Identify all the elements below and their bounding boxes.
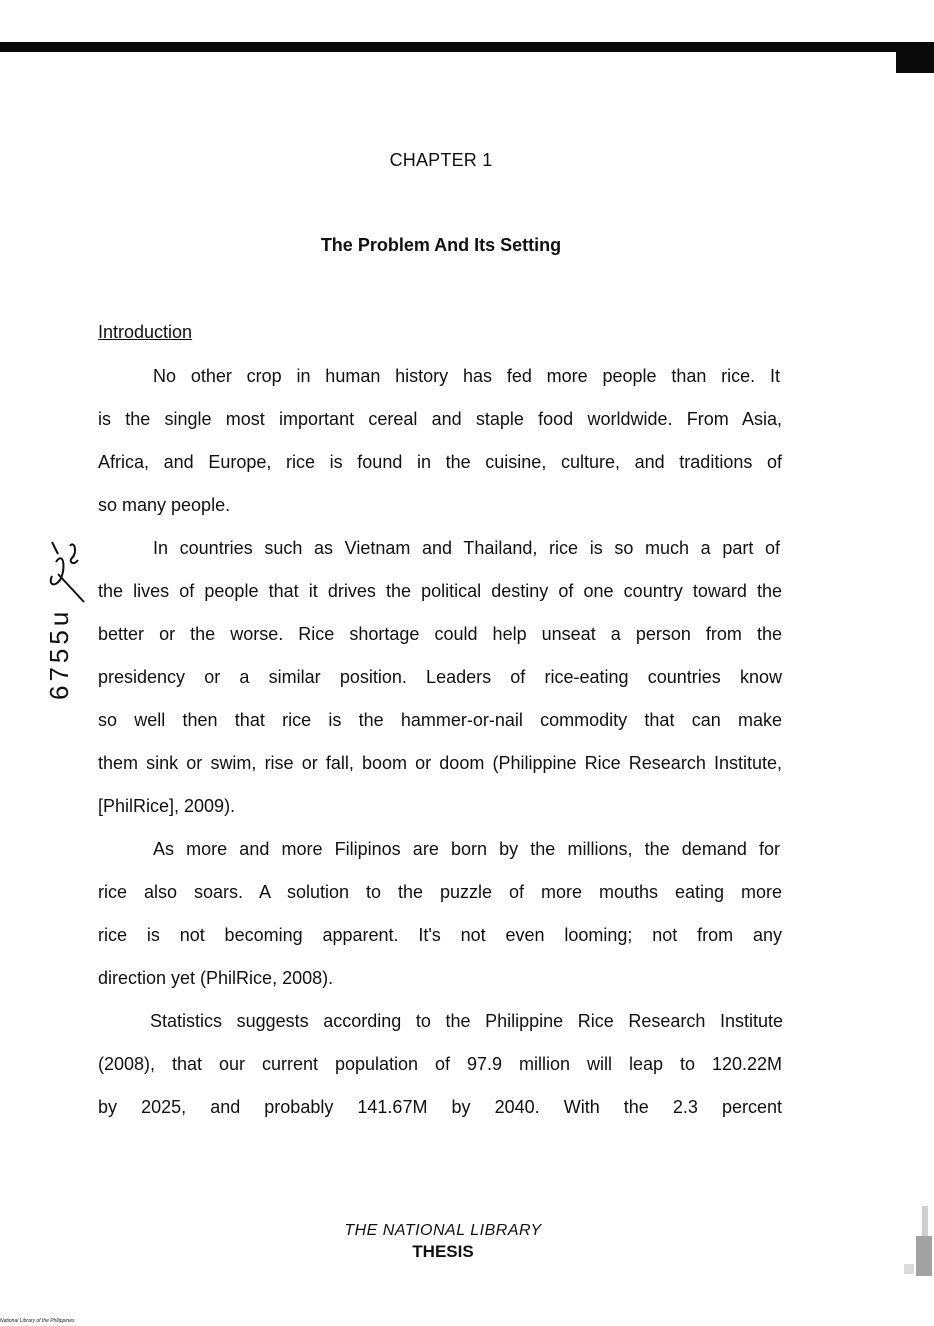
body-line: rice also soars. A solution to the puzzle of more mouths eating more (98, 882, 782, 902)
body-line: (2008), that our current population of 97.9 million will leap to 120.22M (98, 1054, 782, 1074)
chapter-title: The Problem And Its Setting (320, 235, 562, 255)
body-line: better or the worse. Rice shortage could help unseat a person from the (98, 624, 782, 644)
body-line: No other crop in human history has fed more people than rice. It (153, 366, 780, 386)
body-line: presidency or a similar position. Leaders of rice-eating countries know (98, 667, 782, 687)
body-line: In countries such as Vietnam and Thailand, rice is so much a part of (153, 538, 780, 558)
library-stamp (0, 1222, 910, 1262)
section-heading-introduction: Introduction (98, 322, 193, 342)
body-line: so many people. (98, 495, 231, 515)
scan-top-border (0, 42, 934, 52)
body-line: [PhilRice], 2009). (98, 796, 236, 816)
scan-credit: National Library of the Philippines (0, 1318, 75, 1324)
chapter-label: CHAPTER 1 (389, 150, 493, 170)
accession-number-stamp: 6755u (44, 607, 74, 700)
body-line: rice is not becoming apparent. It's not even looming; not from any (98, 925, 782, 945)
body-line: direction yet (PhilRice, 2008). (98, 968, 334, 988)
body-line: Statistics suggests according to the Philippine Rice Research Institute (150, 1011, 783, 1031)
body-line: is the single most important cereal and staple food worldwide. From Asia, (98, 409, 782, 429)
body-line: the lives of people that it drives the political destiny of one country toward the (98, 581, 782, 601)
body-line: Africa, and Europe, rice is found in the cuisine, culture, and traditions of (98, 452, 782, 472)
scan-corner-mark (896, 42, 934, 73)
library-stamp-name: THE NATIONAL LIBRARY (344, 1222, 542, 1239)
library-stamp-type: THESIS (412, 1242, 474, 1261)
body-line: by 2025, and probably 141.67M by 2040. With the 2.3 percent (98, 1097, 782, 1117)
scan-noise (894, 1166, 934, 1286)
body-line: so well then that rice is the hammer-or-nail commodity that can make (98, 710, 782, 730)
body-line: As more and more Filipinos are born by the millions, the demand for (153, 839, 780, 859)
body-line: them sink or swim, rise or fall, boom or doom (Philippine Rice Research Institute, (98, 753, 782, 773)
